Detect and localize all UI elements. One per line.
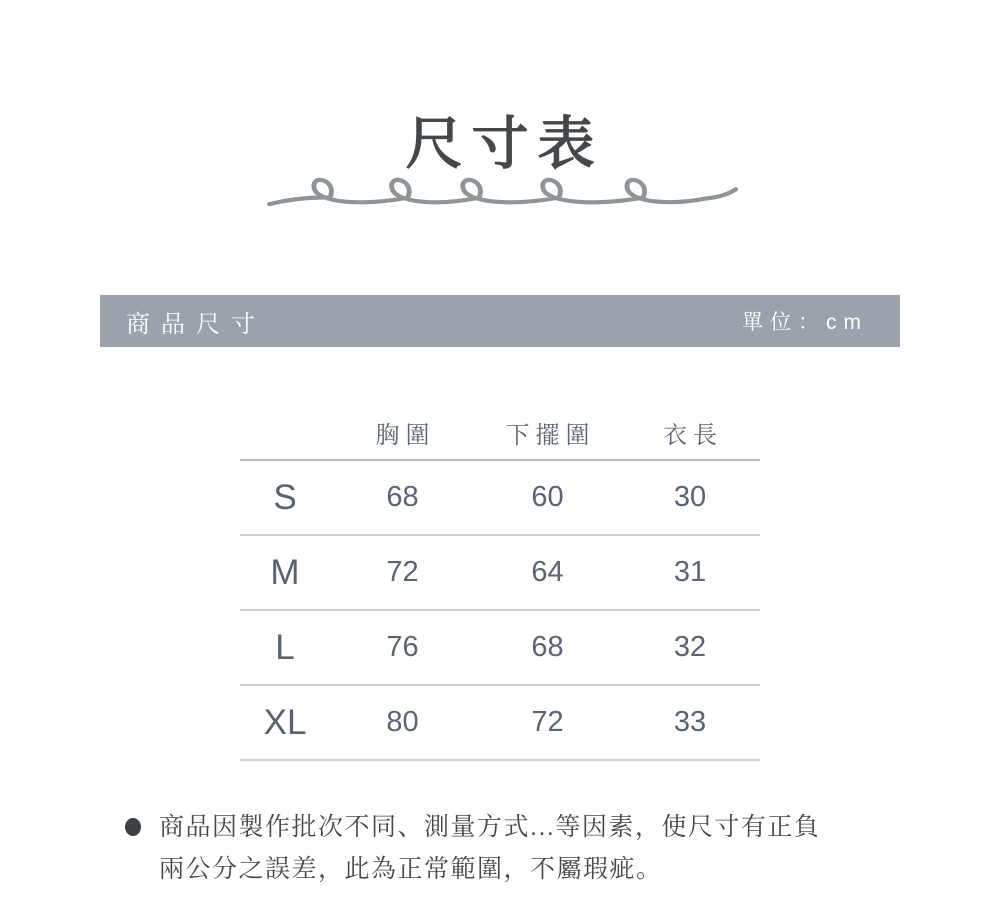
squiggle-divider-icon <box>263 169 738 217</box>
footnote <box>125 806 905 890</box>
table-row-xl <box>240 686 760 761</box>
table-header-chest: 胸圍 <box>375 421 436 449</box>
unit-label: 單位：cm <box>742 311 868 334</box>
chest-value: 68 <box>386 481 419 513</box>
hem-value: 64 <box>531 556 564 588</box>
length-value: 30 <box>673 481 707 513</box>
table-row-s <box>240 461 760 536</box>
size-table <box>240 405 760 761</box>
footnote-line-1: 商品因製作批次不同、測量方式...等因素，使尺寸有正負 <box>159 813 821 841</box>
size-label: L <box>275 627 295 667</box>
section-header-bar <box>100 295 900 347</box>
bullet-icon <box>125 818 141 836</box>
length-value: 33 <box>673 706 707 738</box>
size-label: M <box>270 552 300 592</box>
length-value: 31 <box>673 556 707 588</box>
table-row-m <box>240 536 760 611</box>
hem-value: 68 <box>531 631 564 663</box>
chest-value: 80 <box>386 706 419 738</box>
size-label: S <box>273 477 297 517</box>
table-header-row <box>240 405 760 461</box>
length-value: 32 <box>673 631 707 663</box>
page-title: 尺寸表 <box>405 112 604 176</box>
hem-value: 72 <box>531 706 564 738</box>
footnote-text <box>159 806 820 890</box>
table-row-l <box>240 611 760 686</box>
chest-value: 76 <box>386 631 419 663</box>
section-title: 商品尺寸 <box>126 310 266 338</box>
chest-value: 72 <box>386 556 419 588</box>
size-label: XL <box>263 702 307 742</box>
footnote-line-2: 兩公分之誤差，此為正常範圍，不屬瑕疵。 <box>159 855 663 883</box>
hem-value: 60 <box>531 481 564 513</box>
table-header-length: 衣長 <box>663 421 723 449</box>
table-header-hem: 下擺圍 <box>505 421 596 449</box>
